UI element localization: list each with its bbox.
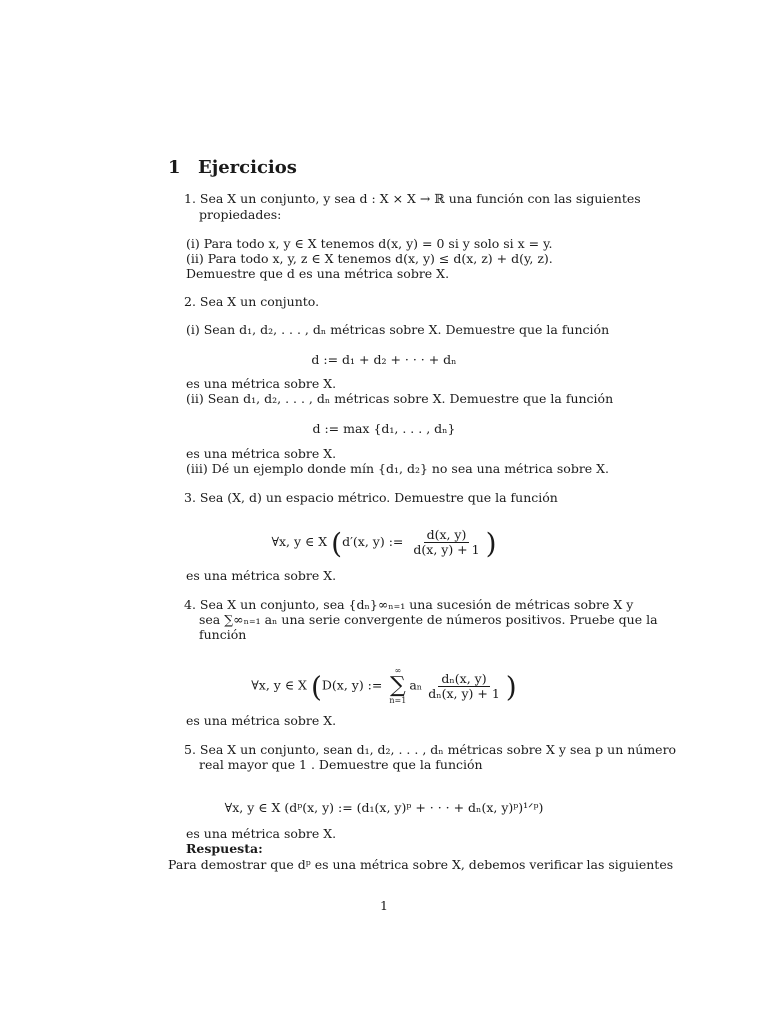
ex3-fraction — [410, 528, 482, 557]
ex4-sum-lower: n=1 — [389, 696, 407, 705]
ex3-frac-denominator: d(x, y) + 1 — [413, 542, 480, 557]
ex2-equation-sum: d := d₁ + d₂ + · · · + dₙ — [311, 352, 457, 367]
ex4-line1: 4. Sea X un conjunto, sea {dₙ}∞ₙ₌₁ una sucesión de métricas sobre X y — [184, 597, 634, 612]
section-title: Ejercicios — [198, 157, 297, 178]
section-heading — [168, 157, 297, 178]
ex4-frac-numerator: dₙ(x, y) — [438, 672, 489, 687]
ex2-line3: es una métrica sobre X. — [186, 376, 337, 391]
ex4-equation: ∀x, y ∈ X (D(x, y) := ∞ ∑ n=1 aₙ $\frac{\text{dₙ(x, y)}}{\text{dₙ(x, y) + 1}}$ ) — [251, 666, 517, 705]
ex3-eq-quantifier: ∀x, y ∈ X — [271, 534, 328, 549]
ex2-line2: (i) Sean d₁, d₂, . . . , dₙ métricas sobre X. Demuestre que la función — [186, 322, 610, 337]
ex4-frac-denominator: dₙ(x, y) + 1 — [428, 685, 500, 701]
ex4-sum-symbol: ∑ — [389, 673, 406, 698]
ex1-line5: Demuestre que d es una métrica sobre X. — [186, 266, 450, 281]
ex2-line4: (ii) Sean d₁, d₂, . . . , dₙ métricas sobre X. Demuestre que la función — [186, 391, 614, 406]
ex1-line1: 1. Sea X un conjunto, y sea d : X × X → ℝ una función con las siguientes — [184, 191, 641, 206]
ex4-eq-lhs: D(x, y) := — [321, 677, 383, 693]
ex4-sum-upper: ∞ — [394, 666, 402, 675]
ex1-line2: propiedades: — [199, 207, 282, 222]
ex1-line4: (ii) Para todo x, y, z ∈ X tenemos d(x, y) ≤ d(x, z) + d(y, z). — [186, 251, 553, 266]
ex3-equation: ∀x, y ∈ X (d′(x, y) := $\frac{d(x, y)}{d(x, y) + 1}$ ) — [271, 527, 497, 560]
page-number: 1 — [380, 898, 388, 913]
ex4-coefficient: aₙ — [409, 677, 423, 693]
answer-line1: Para demostrar que dᵖ es una métrica sobre X, debemos verificar las siguientes — [168, 857, 674, 872]
ex5-line1: 5. Sea X un conjunto, sean d₁, d₂, . . . , dₙ métricas sobre X y sea p un número — [184, 742, 677, 757]
ex3-line1: 3. Sea (X, d) un espacio métrico. Demuestre que la función — [184, 490, 558, 505]
ex4-line3: función — [199, 627, 247, 642]
ex4-summation — [389, 666, 406, 706]
ex5-line2: real mayor que 1 . Demuestre que la función — [199, 757, 483, 772]
ex3-line2: es una métrica sobre X. — [186, 568, 337, 583]
ex4-line2: sea ∑∞ₙ₌₁ aₙ una serie convergente de números positivos. Pruebe que la — [199, 612, 658, 627]
ex3-frac-numerator: d(x, y) — [424, 528, 470, 543]
ex2-line5: es una métrica sobre X. — [186, 446, 337, 461]
ex4-eq-quantifier: ∀x, y ∈ X — [251, 677, 307, 693]
section-number: 1 — [168, 157, 181, 178]
ex2-line6: (iii) Dé un ejemplo donde mín {d₁, d₂} no sea una métrica sobre X. — [186, 461, 610, 476]
ex3-eq-lhs: d′(x, y) := — [342, 534, 404, 549]
ex5-line3: es una métrica sobre X. — [186, 826, 337, 841]
answer-label: Respuesta: — [186, 841, 263, 856]
ex1-line3: (i) Para todo x, y ∈ X tenemos d(x, y) = 0 si y solo si x = y. — [186, 236, 553, 251]
ex2-equation-max: d := max {d₁, . . . , dₙ} — [312, 421, 456, 436]
ex4-fraction — [425, 672, 503, 701]
ex4-line4: es una métrica sobre X. — [186, 713, 337, 728]
ex2-line1: 2. Sea X un conjunto. — [184, 294, 320, 309]
ex5-equation: ∀x, y ∈ X (dᵖ(x, y) := (d₁(x, y)ᵖ + · · · + dₙ(x, y)ᵖ)¹ᐟᵖ) — [224, 800, 544, 815]
